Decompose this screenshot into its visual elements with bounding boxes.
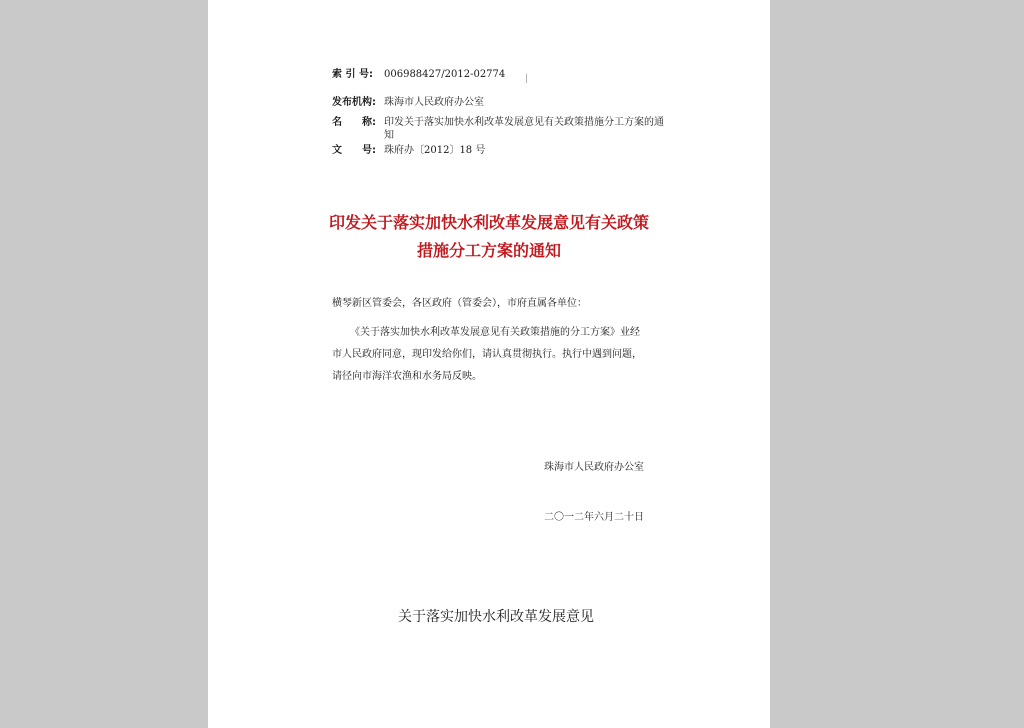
issuer-row xyxy=(332,96,484,110)
salutation: 横琴新区管委会，各区政府（管委会），市府直属各单位： xyxy=(332,298,587,309)
body-line-2: 市人民政府同意，现印发给你们，请认真贯彻执行。执行中遇到问题， xyxy=(332,349,642,360)
index-number-row xyxy=(332,68,529,83)
index-number-value: 006988427/2012-02774 xyxy=(384,69,506,80)
doc-number-label: 文 号: xyxy=(332,145,376,156)
document-page xyxy=(208,0,770,728)
signature-date: 二〇一二年六月二十日 xyxy=(544,512,644,523)
signature-organization: 珠海市人民政府办公室 xyxy=(544,462,644,473)
attachment-title: 关于落实加快水利改革发展意见 xyxy=(398,609,594,625)
doc-number-value: 珠府办〔2012〕18 号 xyxy=(384,145,486,156)
cursor-mark: │ xyxy=(524,74,529,83)
body-line-3: 请径向市海洋农渔和水务局反映。 xyxy=(332,371,482,382)
index-number-label: 索 引 号: xyxy=(332,69,373,80)
doc-name-value: 印发关于落实加快水利改革发展意见有关政策措施分工方案的通知 xyxy=(384,117,664,141)
issuer-value: 珠海市人民政府办公室 xyxy=(384,97,484,108)
doc-number-row xyxy=(332,144,485,158)
body-line-1: 《关于落实加快水利改革发展意见有关政策措施的分工方案》业经 xyxy=(350,327,640,338)
issuer-label: 发布机构: xyxy=(332,97,376,108)
body-paragraph xyxy=(332,322,664,388)
document-title-line-2: 措施分工方案的通知 xyxy=(416,241,561,260)
document-title-line-1: 印发关于落实加快水利改革发展意见有关政策 xyxy=(328,213,649,232)
doc-name-row xyxy=(332,116,670,142)
doc-name-label: 名 称: xyxy=(332,117,376,128)
